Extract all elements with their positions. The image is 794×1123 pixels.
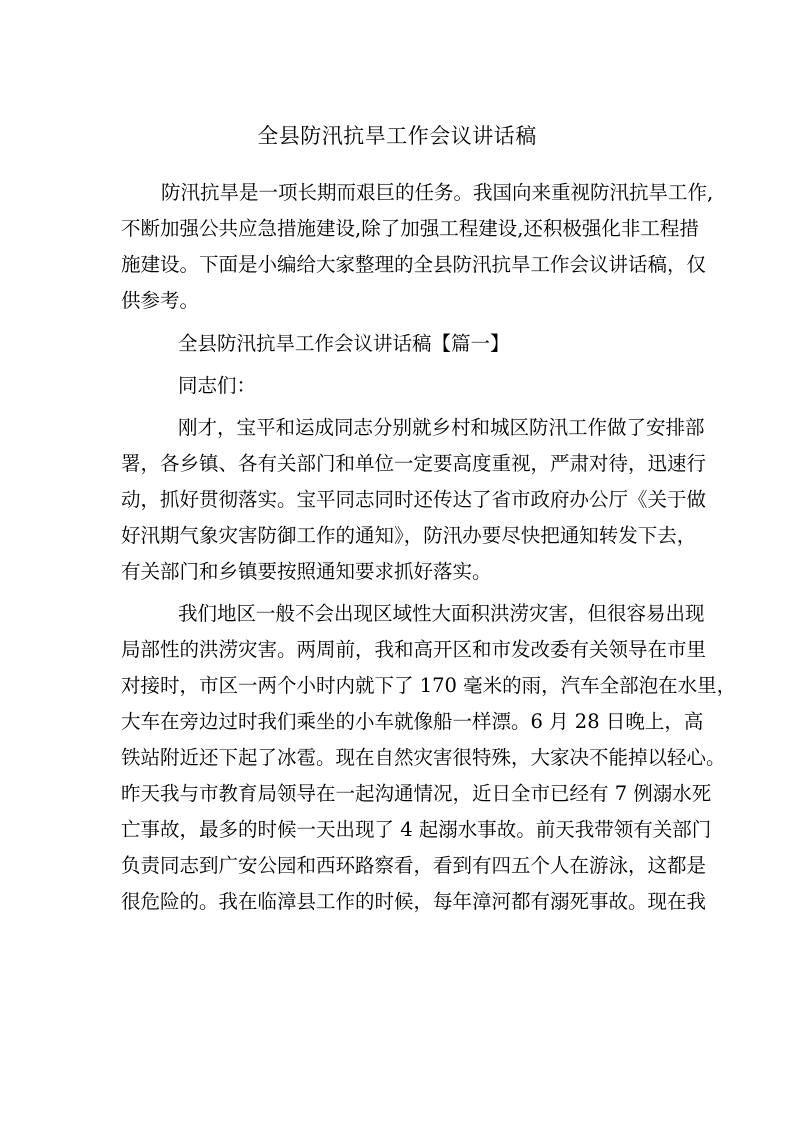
text-line: 不断加强公共应急措施建设,除了加强工程建设,还积极强化非工程措 xyxy=(121,217,699,240)
text-line: 我们地区一般不会出现区域性大面积洪涝灾害，但很容易出现 xyxy=(178,602,705,625)
text-line: 对接时，市区一两个小时内就下了 170 毫米的雨，汽车全部泡在水里， xyxy=(121,674,737,697)
text-line: 昨天我与市教育局领导在一起沟通情况，近日全市已经有 7 例溺水死 xyxy=(121,782,712,805)
text-line: 供参考。 xyxy=(121,289,200,312)
text-line: 亡事故，最多的时候一天出现了 4 起溺水事故。前天我带领有关部门 xyxy=(121,818,712,841)
text-line: 有关部门和乡镇要按照通知要求抓好落实。 xyxy=(121,560,492,583)
text-line: 很危险的。我在临漳县工作的时候，每年漳河都有溺死事故。现在我 xyxy=(121,890,707,913)
document-title: 全县防汛抗旱工作会议讲话稿 xyxy=(257,124,537,148)
text-line: 动，抓好贯彻落实。宝平同志同时还传达了省市政府办公厅《关于做 xyxy=(121,488,707,511)
document-body xyxy=(121,175,737,920)
salutation: 同志们： xyxy=(178,374,257,397)
intro-paragraph xyxy=(121,175,714,319)
body-paragraph xyxy=(121,410,707,590)
text-line: 刚才，宝平和运成同志分别就乡村和城区防汛工作做了安排部 xyxy=(178,416,705,439)
section-heading: 全县防汛抗旱工作会议讲话稿【篇一】 xyxy=(178,332,510,355)
text-line: 大车在旁边过时我们乘坐的小车就像船一样漂。6 月 28 日晚上，高 xyxy=(121,710,704,733)
text-line: 施建设。下面是小编给大家整理的全县防汛抗旱工作会议讲话稿，仅 xyxy=(121,253,707,276)
text-line: 好汛期气象灾害防御工作的通知》，防汛办要尽快把通知转发下去， xyxy=(121,524,697,547)
text-line: 铁站附近还下起了冰雹。现在自然灾害很特殊，大家决不能掉以轻心。 xyxy=(121,746,726,769)
text-line: 局部性的洪涝灾害。两周前，我和高开区和市发改委有关领导在市里 xyxy=(121,638,707,661)
body-paragraph xyxy=(121,596,737,920)
text-line: 防汛抗旱是一项长期而艰巨的任务。我国向来重视防汛抗旱工作, xyxy=(161,181,714,204)
text-line: 负责同志到广安公园和西环路察看，看到有四五个人在游泳，这都是 xyxy=(121,854,707,877)
text-line: 署，各乡镇、各有关部门和单位一定要高度重视，严肃对待，迅速行 xyxy=(121,452,707,475)
